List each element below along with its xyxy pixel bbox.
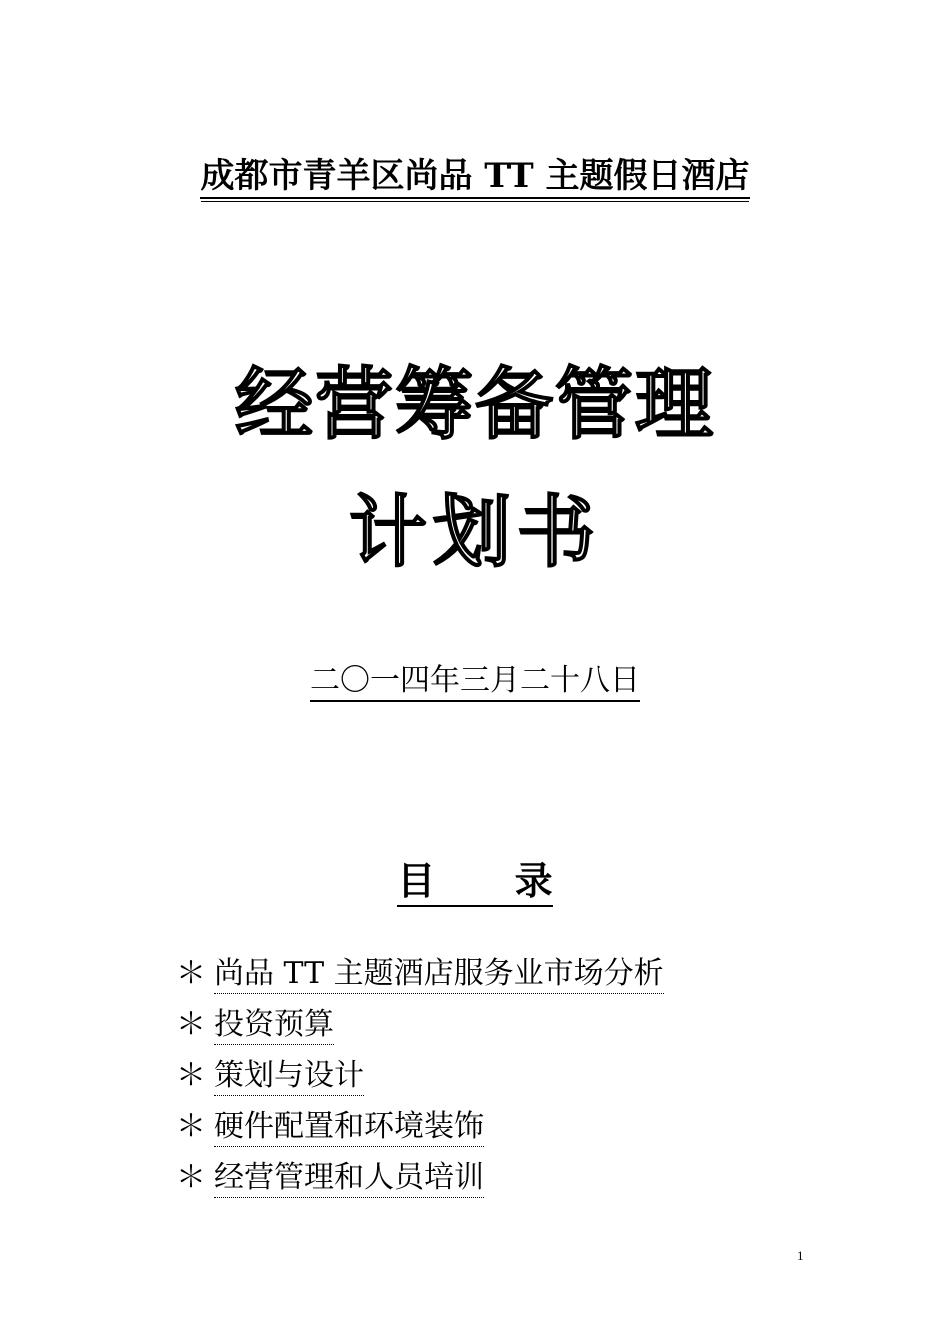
toc-item-market-analysis[interactable]: 尚品 TT 主题酒店服务业市场分析 [214, 948, 664, 994]
toc-bullet: ＊ [176, 1058, 206, 1093]
toc-bullet: ＊ [176, 1007, 206, 1042]
toc-item-planning-design[interactable]: 策划与设计 [214, 1050, 364, 1096]
toc-heading-text: 目 录 [397, 858, 552, 907]
main-title-line2: 计划书 [348, 488, 601, 578]
document-date-text: 二〇一四年三月二十八日 [310, 663, 640, 702]
toc-bullet: ＊ [176, 956, 206, 991]
hotel-title-text: 成都市青羊区尚品 TT 主题假日酒店 [200, 156, 749, 199]
page-number: 1 [797, 1248, 804, 1263]
toc-bullet: ＊ [176, 1109, 206, 1144]
toc-item[interactable] [176, 999, 664, 1050]
document-date [0, 655, 950, 699]
main-title-line1: 经营筹备管理 [234, 360, 715, 450]
toc-heading [0, 850, 950, 905]
toc-list [176, 948, 664, 1203]
toc-item-investment-budget[interactable]: 投资预算 [214, 999, 334, 1045]
toc-bullet: ＊ [176, 1160, 206, 1195]
toc-item[interactable] [176, 1101, 664, 1152]
toc-item[interactable] [176, 1152, 664, 1203]
hotel-title [0, 148, 950, 197]
toc-item-management-training[interactable]: 经营管理和人员培训 [214, 1152, 484, 1198]
toc-item[interactable] [176, 1050, 664, 1101]
toc-item-hardware-decoration[interactable]: 硬件配置和环境装饰 [214, 1101, 484, 1147]
toc-item[interactable] [176, 948, 664, 999]
